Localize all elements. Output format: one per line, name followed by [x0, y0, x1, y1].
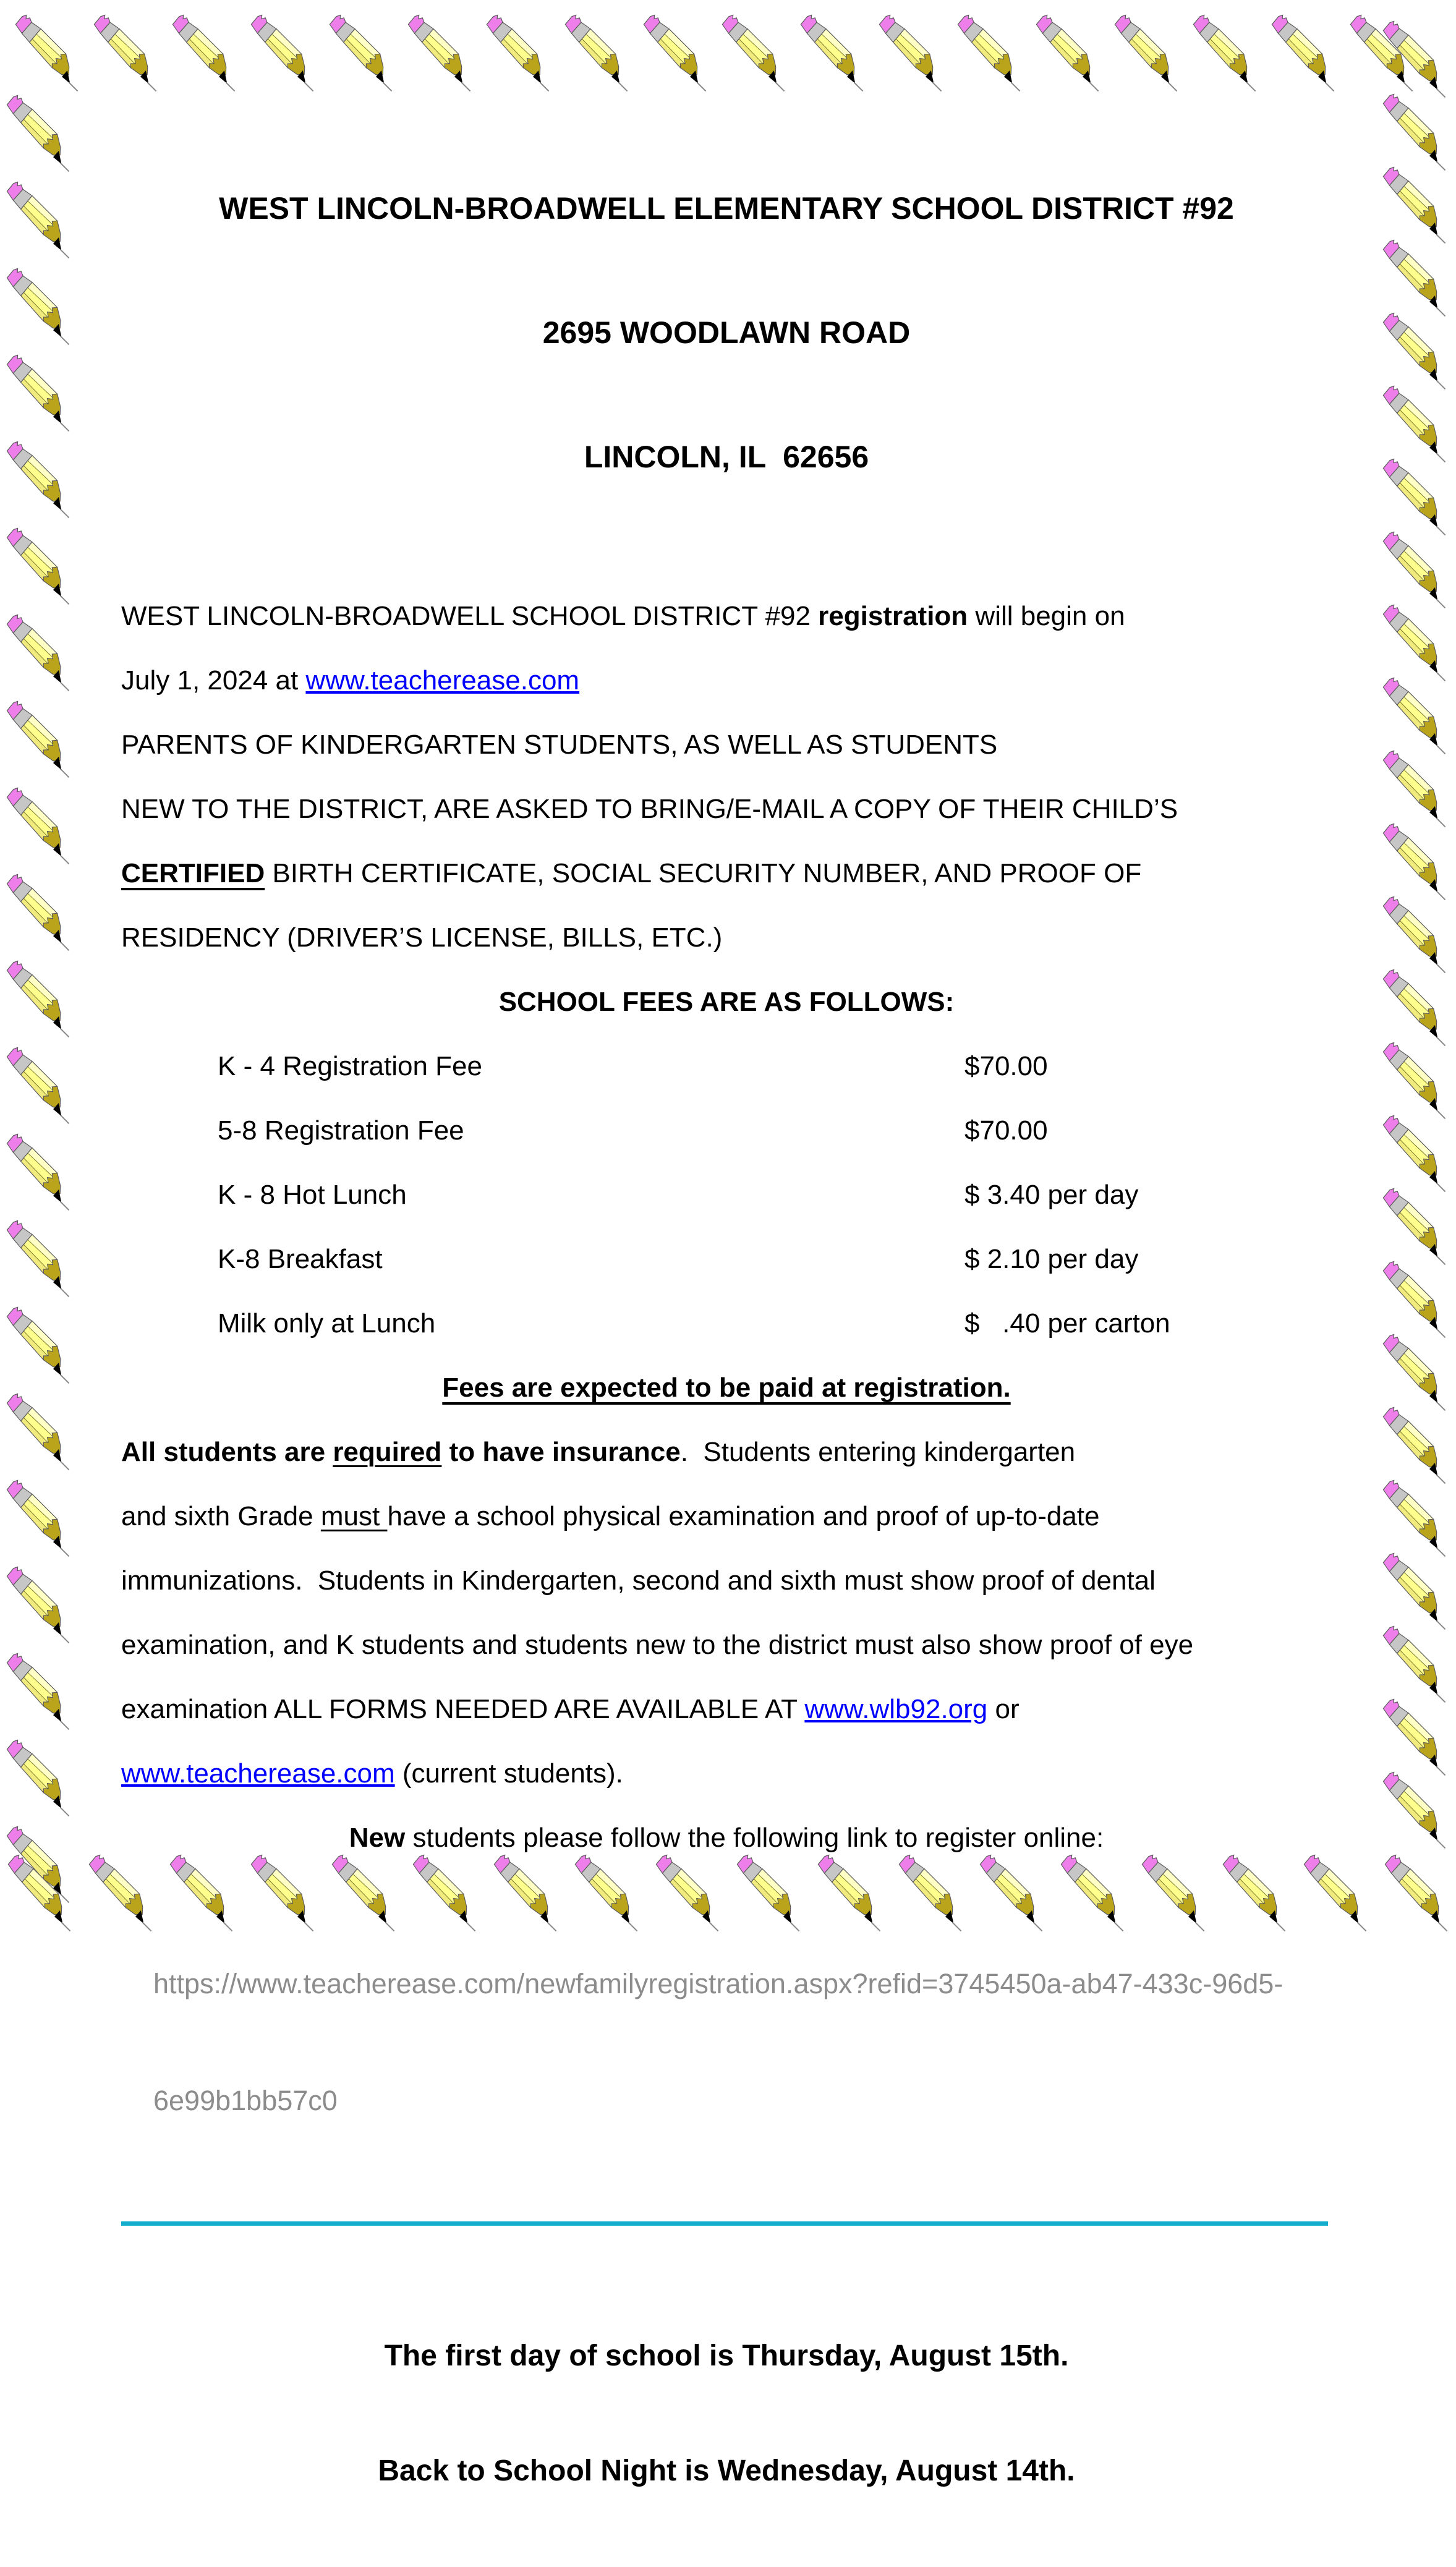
pencil-icon — [0, 352, 78, 435]
fee-value: $ 2.10 per day — [964, 1244, 1139, 1274]
pencil-icon — [0, 266, 78, 349]
pencil-icon — [0, 1305, 78, 1387]
pencil-icon — [1376, 19, 1454, 101]
fee-row — [121, 1227, 1332, 1292]
pencil-icon — [1376, 92, 1454, 174]
registration-url-line-1: https://www.teacherease.com/newfamilyregistration.aspx?refid=3745450a-ab47-433c-96d5- — [153, 1968, 1284, 1999]
teacherease-current-link[interactable]: www.teacherease.com — [121, 1758, 395, 1789]
certified-underlined: CERTIFIED — [121, 858, 265, 888]
must-underlined: must — [320, 1501, 388, 1531]
registration-opening-tail: will begin on — [968, 601, 1125, 631]
fees-note: Fees are expected to be paid at registration. — [442, 1373, 1011, 1403]
pencil-icon — [0, 1478, 78, 1560]
forms-available-text: examination ALL FORMS NEEDED ARE AVAILABLE AT — [121, 1694, 805, 1724]
pencil-icon — [0, 958, 78, 1041]
insurance-line-2-pre: and sixth Grade — [121, 1501, 321, 1531]
pencil-icon — [1376, 1624, 1454, 1706]
pencil-icon — [0, 785, 78, 868]
requirements-line-4: RESIDENCY (DRIVER’S LICENSE, BILLS, ETC.) — [121, 922, 723, 953]
registration-bold-word: registration — [818, 601, 968, 631]
teacherease-link[interactable]: www.teacherease.com — [305, 665, 580, 696]
pencil-icon — [1376, 164, 1454, 247]
registration-opening-line — [121, 584, 1332, 649]
pencil-icon — [9, 12, 87, 95]
pencil-icon — [1376, 1551, 1454, 1633]
school-city-state-zip: LINCOLN, IL 62656 — [584, 440, 869, 474]
back-to-school-line: Back to School Night is Wednesday, August 14th. — [378, 2454, 1075, 2487]
fee-label: K - 8 Hot Lunch — [218, 1180, 407, 1210]
pencil-icon — [0, 1045, 78, 1128]
fee-label: K-8 Breakfast — [218, 1244, 383, 1274]
pencil-icon — [1376, 675, 1454, 758]
wlb92-link[interactable]: www.wlb92.org — [804, 1694, 988, 1724]
footer-dates — [121, 2260, 1332, 2567]
pencil-icon — [1376, 967, 1454, 1050]
pencil-icon — [0, 1218, 78, 1301]
pencil-icon — [1343, 12, 1421, 95]
registration-opening-text: WEST LINCOLN-BROADWELL SCHOOL DISTRICT #92 — [121, 601, 819, 631]
fee-row — [121, 1099, 1332, 1163]
requirements-line-1: PARENTS OF KINDERGARTEN STUDENTS, AS WELL AS STUDENTS — [121, 730, 998, 760]
fee-label: Milk only at Lunch — [218, 1308, 436, 1339]
pencil-icon — [0, 612, 78, 695]
pencil-icon — [1376, 748, 1454, 831]
forms-available-tail: or — [987, 1694, 1020, 1724]
pencil-icon — [1378, 1852, 1456, 1935]
registration-url — [153, 1886, 1332, 2198]
register-lead-text: students please follow the following link to register online: — [405, 1823, 1104, 1853]
pencil-icon — [0, 699, 78, 781]
pencil-icon — [1376, 237, 1454, 320]
registration-date-line — [121, 649, 1332, 713]
pencil-icon — [1376, 1186, 1454, 1269]
fee-value: $ 3.40 per day — [964, 1180, 1139, 1210]
pencil-icon — [0, 1564, 78, 1647]
insurance-line-1 — [121, 1420, 1332, 1484]
school-district-name: WEST LINCOLN-BROADWELL ELEMENTARY SCHOOL DISTRICT #92 — [219, 191, 1234, 226]
requirements-line-3 — [121, 841, 1332, 906]
pencil-icon — [1376, 1478, 1454, 1560]
pencil-icon — [0, 1131, 78, 1214]
fee-label: 5-8 Registration Fee — [218, 1115, 464, 1146]
fee-row — [121, 1292, 1332, 1356]
fees-heading: SCHOOL FEES ARE AS FOLLOWS: — [498, 987, 955, 1017]
requirements-line-3-rest: BIRTH CERTIFICATE, SOCIAL SECURITY NUMBER, AND PROOF OF — [265, 858, 1142, 888]
current-students-text: (current students). — [394, 1758, 623, 1789]
pencil-icon — [1376, 1332, 1454, 1415]
pencil-icon — [0, 1651, 78, 1734]
pencil-icon — [1376, 1259, 1454, 1342]
document-header — [121, 105, 1332, 561]
insurance-bold-post: to have insurance — [441, 1437, 681, 1467]
fee-value: $70.00 — [964, 1051, 1048, 1081]
pencil-icon — [0, 179, 78, 262]
pencil-icon — [1376, 821, 1454, 904]
school-address: 2695 WOODLAWN ROAD — [542, 315, 911, 350]
pencil-icon — [1, 1852, 79, 1935]
pencil-icon — [1376, 1769, 1454, 1852]
fee-row — [121, 1034, 1332, 1099]
pencil-icon — [0, 93, 78, 176]
required-underlined: required — [333, 1437, 442, 1467]
pencil-icon — [1376, 1696, 1454, 1779]
registration-url-line-2: 6e99b1bb57c0 — [153, 2085, 338, 2116]
fee-label: K - 4 Registration Fee — [218, 1051, 482, 1081]
insurance-line-5 — [121, 1677, 1332, 1742]
insurance-line-6 — [121, 1742, 1332, 1806]
registration-date-text: July 1, 2024 at — [121, 665, 306, 696]
pencil-icon — [0, 1737, 78, 1820]
pencil-icon — [1376, 1405, 1454, 1488]
insurance-line-4: examination, and K students and students new to the district must also show proof of eye — [121, 1630, 1194, 1660]
new-bold-word: New — [349, 1823, 406, 1853]
pencil-icon — [1376, 1113, 1454, 1196]
insurance-line-2 — [121, 1484, 1332, 1549]
pencil-icon — [0, 439, 78, 522]
fee-row — [121, 1163, 1332, 1227]
pencil-icon — [1376, 1040, 1454, 1123]
pencil-icon — [0, 1824, 78, 1907]
insurance-line-2-post: have a school physical examination and proof of up-to-date — [387, 1501, 1100, 1531]
pencil-icon — [1376, 602, 1454, 685]
pencil-icon — [1376, 894, 1454, 977]
register-lead-line — [121, 1806, 1332, 1870]
requirements-line-2: NEW TO THE DISTRICT, ARE ASKED TO BRING/E-MAIL A COPY OF THEIR CHILD’S — [121, 794, 1178, 824]
insurance-line-1-rest: . Students entering kindergarten — [680, 1437, 1076, 1467]
fee-value: $70.00 — [964, 1115, 1048, 1146]
pencil-icon — [0, 1391, 78, 1474]
pencil-icon — [1376, 310, 1454, 393]
first-day-line: The first day of school is Thursday, August 15th. — [384, 2339, 1069, 2372]
pencil-icon — [0, 526, 78, 608]
pencil-icon — [1376, 529, 1454, 612]
teal-divider — [121, 2221, 1328, 2226]
fee-value: $ .40 per carton — [964, 1308, 1170, 1339]
fees-note-line — [121, 1356, 1332, 1420]
pencil-icon — [1376, 456, 1454, 539]
insurance-line-3: immunizations. Students in Kindergarten, second and sixth must show proof of dental — [121, 1565, 1156, 1596]
pencil-icon — [0, 872, 78, 955]
pencil-icon — [1376, 383, 1454, 466]
flyer-content — [121, 0, 1332, 2567]
insurance-bold-pre: All students are — [121, 1437, 333, 1467]
